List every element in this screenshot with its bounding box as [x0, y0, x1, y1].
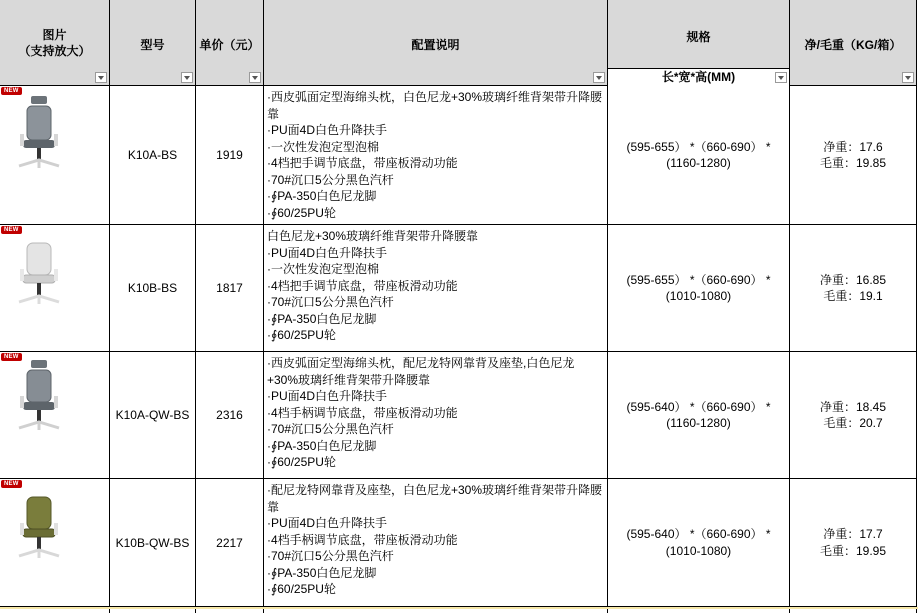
spec-line1: (595-640） *（660-690） * — [626, 527, 771, 541]
new-badge: NEW — [1, 353, 22, 361]
header-image-label: 图片 （支持放大） — [18, 28, 91, 58]
new-badge: NEW — [1, 87, 22, 95]
filter-dropdown-icon[interactable] — [249, 72, 261, 83]
header-model[interactable] — [110, 0, 196, 86]
next-row-stub — [608, 609, 790, 613]
spec-line1: (595-640） *（660-690） * — [626, 399, 771, 414]
table-cell-weight[interactable] — [790, 479, 917, 607]
table-cell-spec[interactable] — [608, 86, 790, 225]
header-spec[interactable] — [608, 0, 790, 86]
model-text: K10B-BS — [127, 281, 178, 295]
new-badge: NEW — [1, 480, 22, 488]
gross-weight: 毛重：19.1 — [823, 289, 883, 303]
spec-line1: (595-655） *（660-690） * — [626, 272, 771, 287]
table-cell-weight[interactable] — [790, 352, 917, 479]
price-text: 2217 — [216, 535, 243, 550]
chair-image[interactable] — [14, 493, 64, 563]
header-price-label: 单价（元） — [199, 38, 260, 52]
filter-dropdown-icon[interactable] — [593, 72, 605, 83]
header-weight[interactable] — [790, 0, 917, 86]
table-cell-config[interactable]: ·西皮弧面定型海绵头枕，白色尼龙+30%玻璃纤维背架带升降腰 靠 ·PU面4D白色升降扶手 ·一次性发泡定型泡棉 ·4档把手调节底盘，带座板滑动功能 ·70#沉口5公分黑色汽杆 ·∮PA-350白色尼龙脚 ·∮60/25PU轮 — [264, 86, 608, 225]
table-cell-config[interactable]: ·西皮弧面定型海绵头枕，配尼龙特网靠背及座垫,白色尼龙 +30%玻璃纤维背架带升降腰靠 ·PU面4D白色升降扶手 ·4档手柄调节底盘，带座板滑动功能 ·70#沉口5公分黑色汽杆 ·∮PA-350白色尼龙脚 ·∮60/25PU轮 — [264, 352, 608, 479]
next-row-stub — [790, 609, 917, 613]
chair-image[interactable] — [14, 239, 64, 309]
net-weight: 净重：17.6 — [823, 139, 883, 154]
model-text: K10A-BS — [127, 148, 178, 162]
filter-dropdown-icon[interactable] — [95, 72, 107, 83]
spec-line2: (1010-1080) — [665, 289, 732, 303]
price-text: 1919 — [216, 148, 243, 162]
table-cell-spec[interactable] — [608, 352, 790, 479]
spec-line2: (1160-1280) — [666, 416, 731, 430]
model-text: K10B-QW-BS — [115, 535, 190, 550]
filter-dropdown-icon[interactable] — [775, 72, 787, 83]
table-cell-image[interactable] — [0, 86, 110, 225]
next-row-stub — [264, 609, 608, 613]
header-spec-label: 规格 — [686, 30, 711, 44]
table-cell-image[interactable] — [0, 225, 110, 352]
net-weight: 净重：17.7 — [823, 527, 883, 541]
price-text: 2316 — [216, 408, 243, 422]
filter-dropdown-icon[interactable] — [181, 72, 193, 83]
gross-weight: 毛重：20.7 — [823, 416, 883, 430]
table-cell-image[interactable] — [0, 352, 110, 479]
chair-image[interactable] — [14, 358, 64, 436]
table-cell-spec[interactable] — [608, 479, 790, 607]
next-row-stub — [196, 609, 264, 613]
table-cell-spec[interactable] — [608, 225, 790, 352]
table-cell-model[interactable] — [110, 352, 196, 479]
header-spec-sub-label: 长*宽*高(MM) — [661, 70, 736, 84]
table-cell-model[interactable] — [110, 225, 196, 352]
gross-weight: 毛重：19.85 — [819, 156, 887, 170]
header-spec-sub — [608, 68, 789, 86]
filter-dropdown-icon[interactable] — [902, 72, 914, 83]
new-badge: NEW — [1, 226, 22, 234]
table-cell-price[interactable] — [196, 352, 264, 479]
header-config-label: 配置说明 — [411, 38, 460, 52]
table-cell-model[interactable] — [110, 86, 196, 225]
spec-line2: (1160-1280) — [666, 156, 731, 170]
spec-line2: (1010-1080) — [665, 543, 732, 558]
table-cell-image[interactable] — [0, 479, 110, 607]
header-price[interactable] — [196, 0, 264, 86]
table-cell-weight[interactable] — [790, 86, 917, 225]
next-row-stub — [0, 609, 110, 613]
header-image[interactable] — [0, 0, 110, 86]
header-model-label: 型号 — [140, 38, 165, 52]
next-row-stub — [110, 609, 196, 613]
spec-line1: (595-655） *（660-690） * — [626, 139, 771, 154]
table-cell-config[interactable]: ·配尼龙特网靠背及座垫，白色尼龙+30%玻璃纤维背架带升降腰 靠 ·PU面4D白色升降扶手 ·4档手柄调节底盘，带座板滑动功能 ·70#沉口5公分黑色汽杆 ·∮PA-350白色尼龙脚 ·∮60/25PU轮 — [264, 479, 608, 607]
table-cell-model[interactable] — [110, 479, 196, 607]
table-cell-price[interactable] — [196, 86, 264, 225]
header-weight-label: 净/毛重（KG/箱） — [804, 38, 902, 52]
table-cell-weight[interactable] — [790, 225, 917, 352]
model-text: K10A-QW-BS — [115, 408, 190, 422]
table-cell-price[interactable] — [196, 479, 264, 607]
net-weight: 净重：18.45 — [819, 399, 887, 414]
net-weight: 净重：16.85 — [819, 272, 887, 287]
header-config[interactable] — [264, 0, 608, 86]
table-cell-config[interactable]: 白色尼龙+30%玻璃纤维背架带升降腰靠 ·PU面4D白色升降扶手 ·一次性发泡定型泡棉 ·4档把手调节底盘，带座板滑动功能 ·70#沉口5公分黑色汽杆 ·∮PA-350白色尼龙脚 ·∮60/25PU轮 — [264, 225, 608, 352]
table-cell-price[interactable] — [196, 225, 264, 352]
chair-image[interactable] — [14, 94, 64, 174]
price-text: 1817 — [216, 281, 243, 295]
gross-weight: 毛重：19.95 — [819, 543, 887, 558]
